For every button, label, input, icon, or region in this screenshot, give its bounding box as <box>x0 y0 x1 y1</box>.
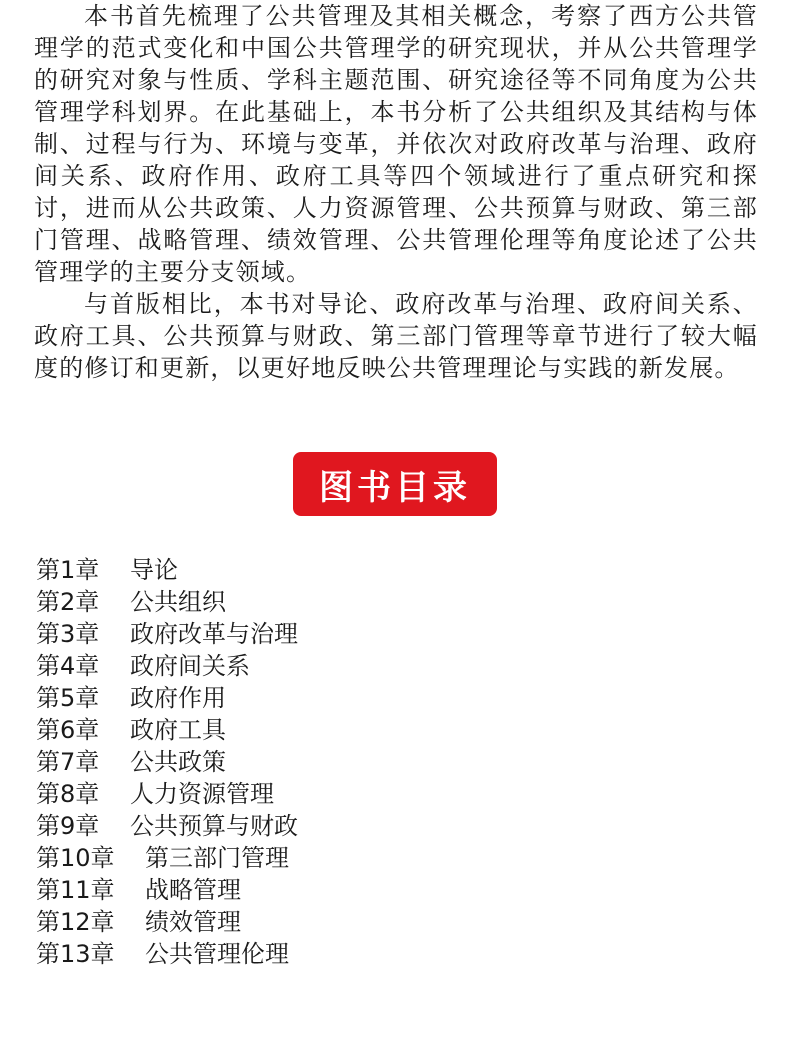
chapter-number: 第13章 <box>36 940 115 968</box>
chapter-title: 公共预算与财政 <box>130 812 298 840</box>
chapter-number: 第12章 <box>36 908 115 936</box>
chapter-title: 政府间关系 <box>130 652 250 680</box>
chapter-title: 绩效管理 <box>145 908 241 936</box>
toc-item <box>36 554 298 586</box>
toc-item <box>36 714 298 746</box>
chapter-title: 战略管理 <box>145 876 241 904</box>
chapter-number: 第2章 <box>36 588 100 616</box>
toc-item <box>36 618 298 650</box>
intro-paragraph: 与首版相比，本书对导论、政府改革与治理、政府间关系、政府工具、公共预算与财政、第三部门管理等章节进行了较大幅度的修订和更新，以更好地反映公共管理理论与实践的新发展。 <box>34 290 758 382</box>
chapter-number: 第5章 <box>36 684 100 712</box>
toc-item <box>36 842 298 874</box>
chapter-number: 第7章 <box>36 748 100 776</box>
chapter-title: 政府作用 <box>130 684 226 712</box>
intro-paragraph: 本书首先梳理了公共管理及其相关概念，考察了西方公共管理学的范式变化和中国公共管理学的研究现状，并从公共管理学的研究对象与性质、学科主题范围、研究途径等不同角度为公共管理学科划界。在此基础上，本书分析了公共组织及其结构与体制、过程与行为、环境与变革，并依次对政府改革与治理、政府间关系、政府作用、政府工具等四个领域进行了重点研究和探讨，进而从公共政策、人力资源管理、公共预算与财政、第三部门管理、战略管理、绩效管理、公共管理伦理等角度论述了公共管理学的主要分支领域。 <box>34 2 758 286</box>
toc-heading: 图书目录 <box>319 467 471 508</box>
chapter-number: 第11章 <box>36 876 115 904</box>
toc-item <box>36 938 298 970</box>
toc-item <box>36 810 298 842</box>
chapter-title: 人力资源管理 <box>130 780 274 808</box>
chapter-title: 第三部门管理 <box>145 844 289 872</box>
chapter-title: 公共组织 <box>130 588 226 616</box>
chapter-number: 第6章 <box>36 716 100 744</box>
chapter-title: 导论 <box>130 556 178 584</box>
table-of-contents <box>36 554 298 970</box>
chapter-number: 第9章 <box>36 812 100 840</box>
toc-heading-banner <box>293 452 497 516</box>
toc-item <box>36 874 298 906</box>
chapter-number: 第4章 <box>36 652 100 680</box>
toc-item <box>36 906 298 938</box>
chapter-title: 公共管理伦理 <box>145 940 289 968</box>
chapter-number: 第10章 <box>36 844 115 872</box>
chapter-title: 公共政策 <box>130 748 226 776</box>
chapter-number: 第8章 <box>36 780 100 808</box>
chapter-number: 第1章 <box>36 556 100 584</box>
toc-item <box>36 586 298 618</box>
book-introduction <box>34 0 758 384</box>
chapter-title: 政府改革与治理 <box>130 620 298 648</box>
toc-item <box>36 650 298 682</box>
chapter-number: 第3章 <box>36 620 100 648</box>
toc-item <box>36 682 298 714</box>
chapter-title: 政府工具 <box>130 716 226 744</box>
toc-item <box>36 746 298 778</box>
toc-item <box>36 778 298 810</box>
